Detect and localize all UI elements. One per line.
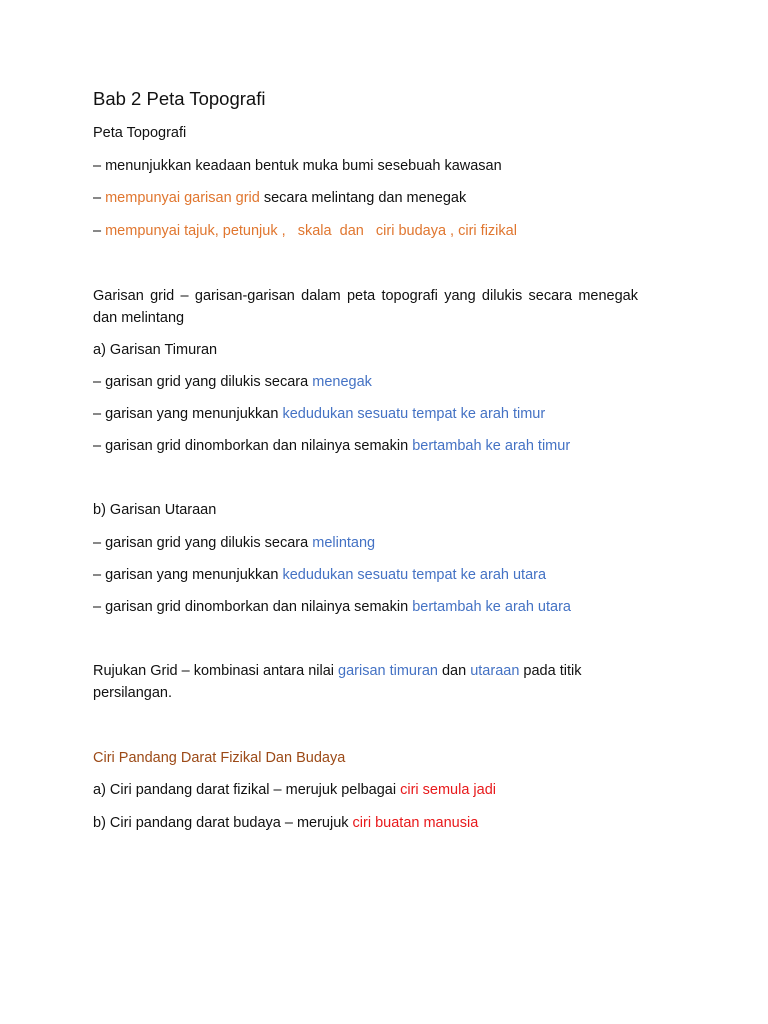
intro-line-2-prefix: – [93, 190, 106, 206]
intro-line-2 [93, 187, 638, 209]
timuran-item-1 [93, 371, 638, 393]
utaraan-item-1-highlight: melintang [312, 535, 376, 551]
intro-line-3-prefix: – [93, 223, 106, 239]
timuran-item-1-highlight: menegak [312, 374, 372, 390]
intro-line-2-highlight: mempunyai garisan grid [105, 190, 260, 206]
utaraan-item-2 [93, 564, 638, 586]
timuran-item-3 [93, 435, 638, 457]
section-subtitle: Peta Topografi [93, 125, 187, 141]
utaraan-heading: b) Garisan Utaraan [93, 502, 217, 518]
grid-definition-paragraph: Garisan grid – garisan-garisan dalam peta topografi yang dilukis secara menegak dan melintang [93, 288, 638, 326]
utaraan-item-3-text: – garisan grid dinomborkan dan nilainya semakin [93, 599, 413, 615]
rujukan-highlight-2: utaraan [470, 663, 520, 679]
rujukan-part-1: Rujukan Grid – kombinasi antara nilai [93, 663, 339, 679]
utaraan-item-2-highlight: kedudukan sesuatu tempat ke arah utara [282, 567, 547, 583]
timuran-item-3-text: – garisan grid dinomborkan dan nilainya semakin [93, 438, 413, 454]
intro-line-3-highlight: mempunyai tajuk, petunjuk , skala dan ciri budaya , ciri fizikal [105, 223, 517, 239]
intro-line-1: – menunjukkan keadaan bentuk muka bumi sesebuah kawasan [93, 158, 502, 174]
intro-line-2-rest: secara melintang dan menegak [259, 190, 467, 206]
page-title: Bab 2 Peta Topografi [93, 88, 266, 109]
ciri-item-1-text: a) Ciri pandang darat fizikal – merujuk pelbagai [93, 782, 401, 798]
rujukan-part-3: pada titik persilangan. [93, 663, 582, 701]
intro-line-3 [93, 220, 638, 242]
utaraan-item-3 [93, 596, 638, 618]
ciri-item-2 [93, 812, 638, 834]
ciri-item-1-highlight: ciri semula jadi [400, 782, 496, 798]
timuran-item-2-text: – garisan yang menunjukkan [93, 406, 283, 422]
timuran-item-2 [93, 403, 638, 425]
rujukan-highlight-1: garisan timuran [338, 663, 438, 679]
utaraan-item-2-text: – garisan yang menunjukkan [93, 567, 283, 583]
timuran-item-2-highlight: kedudukan sesuatu tempat ke arah timur [282, 406, 546, 422]
timuran-item-3-highlight: bertambah ke arah timur [412, 438, 571, 454]
rujukan-part-2: dan [437, 663, 471, 679]
timuran-item-1-text: – garisan grid yang dilukis secara [93, 374, 313, 390]
utaraan-item-3-highlight: bertambah ke arah utara [412, 599, 571, 615]
utaraan-item-1-text: – garisan grid yang dilukis secara [93, 535, 313, 551]
ciri-heading: Ciri Pandang Darat Fizikal Dan Budaya [93, 750, 346, 766]
timuran-heading: a) Garisan Timuran [93, 342, 218, 358]
utaraan-item-1 [93, 532, 638, 554]
ciri-item-2-text: b) Ciri pandang darat budaya – merujuk [93, 815, 353, 831]
rujukan-grid-paragraph [93, 660, 638, 704]
ciri-item-1 [93, 779, 638, 801]
ciri-item-2-highlight: ciri buatan manusia [352, 815, 479, 831]
